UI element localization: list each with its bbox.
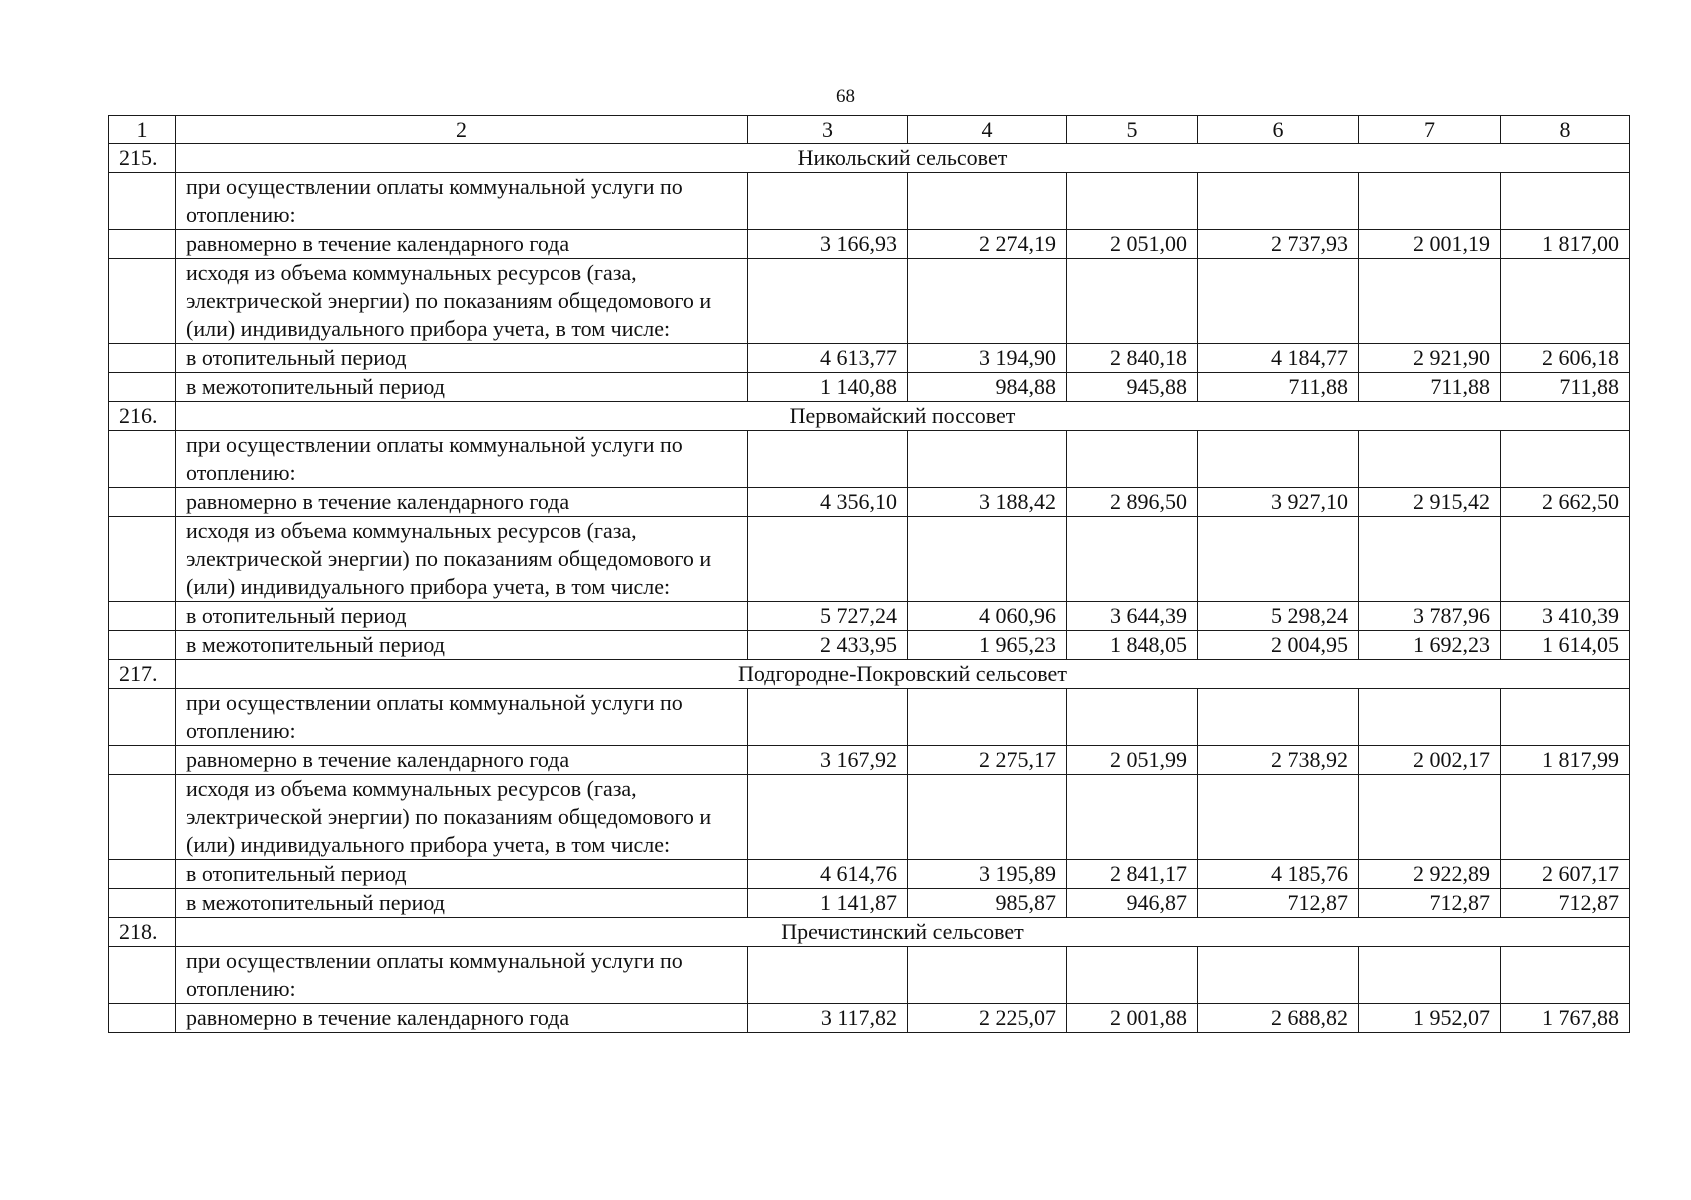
row-index-cell	[109, 631, 176, 660]
value-cell: 711,88	[1359, 373, 1501, 402]
value-cell	[1198, 173, 1359, 230]
row-label: в отопительный период	[176, 602, 748, 631]
row-label: исходя из объема коммунальных ресурсов (газа, электрической энергии) по показаниям общедомового и (или) индивидуального прибора учета, в том числе:	[176, 775, 748, 860]
value-cell	[1198, 517, 1359, 602]
column-header: 3	[748, 116, 908, 144]
table-row	[109, 1004, 1630, 1033]
value-cell: 3 927,10	[1198, 488, 1359, 517]
column-header: 7	[1359, 116, 1501, 144]
value-cell: 2 051,00	[1067, 230, 1198, 259]
value-cell: 3 410,39	[1501, 602, 1630, 631]
section-number: 216.	[109, 402, 176, 431]
value-cell: 1 767,88	[1501, 1004, 1630, 1033]
row-label: в межотопительный период	[176, 631, 748, 660]
value-cell: 3 117,82	[748, 1004, 908, 1033]
section-number: 218.	[109, 918, 176, 947]
value-cell: 5 298,24	[1198, 602, 1359, 631]
section-header-row	[109, 402, 1630, 431]
value-cell: 4 185,76	[1198, 860, 1359, 889]
value-cell	[1198, 947, 1359, 1004]
value-cell	[748, 517, 908, 602]
value-cell	[1501, 689, 1630, 746]
section-name: Первомайский поссовет	[176, 402, 1630, 431]
row-index-cell	[109, 230, 176, 259]
value-cell: 4 356,10	[748, 488, 908, 517]
value-cell	[748, 689, 908, 746]
value-cell	[1501, 259, 1630, 344]
value-cell: 2 001,19	[1359, 230, 1501, 259]
row-label: при осуществлении оплаты коммунальной услуги по отоплению:	[176, 689, 748, 746]
value-cell: 3 644,39	[1067, 602, 1198, 631]
row-index-cell	[109, 517, 176, 602]
value-cell	[1067, 517, 1198, 602]
table-body	[109, 116, 1630, 1033]
row-index-cell	[109, 431, 176, 488]
row-label: в отопительный период	[176, 344, 748, 373]
value-cell: 1 965,23	[908, 631, 1067, 660]
value-cell: 5 727,24	[748, 602, 908, 631]
value-cell: 3 167,92	[748, 746, 908, 775]
table-row	[109, 775, 1630, 860]
section-name: Подгородне-Покровский сельсовет	[176, 660, 1630, 689]
value-cell	[1501, 431, 1630, 488]
value-cell: 2 274,19	[908, 230, 1067, 259]
value-cell: 3 194,90	[908, 344, 1067, 373]
table-row	[109, 860, 1630, 889]
value-cell: 2 051,99	[1067, 746, 1198, 775]
value-cell: 2 002,17	[1359, 746, 1501, 775]
row-index-cell	[109, 746, 176, 775]
row-index-cell	[109, 1004, 176, 1033]
table-row	[109, 689, 1630, 746]
value-cell: 711,88	[1198, 373, 1359, 402]
value-cell: 2 841,17	[1067, 860, 1198, 889]
value-cell	[1359, 431, 1501, 488]
value-cell	[1501, 947, 1630, 1004]
table-row	[109, 373, 1630, 402]
table-row	[109, 344, 1630, 373]
row-index-cell	[109, 488, 176, 517]
value-cell	[1198, 259, 1359, 344]
value-cell	[908, 173, 1067, 230]
value-cell: 1 952,07	[1359, 1004, 1501, 1033]
value-cell: 712,87	[1501, 889, 1630, 918]
value-cell	[1198, 431, 1359, 488]
row-index-cell	[109, 173, 176, 230]
value-cell	[1198, 689, 1359, 746]
column-header: 5	[1067, 116, 1198, 144]
value-cell: 4 060,96	[908, 602, 1067, 631]
value-cell: 3 188,42	[908, 488, 1067, 517]
value-cell: 2 840,18	[1067, 344, 1198, 373]
value-cell	[1501, 775, 1630, 860]
value-cell	[908, 775, 1067, 860]
value-cell: 2 921,90	[1359, 344, 1501, 373]
row-index-cell	[109, 860, 176, 889]
table-row	[109, 431, 1630, 488]
section-header-row	[109, 660, 1630, 689]
column-header: 8	[1501, 116, 1630, 144]
row-label: равномерно в течение календарного года	[176, 1004, 748, 1033]
value-cell: 1 817,00	[1501, 230, 1630, 259]
value-cell: 1 140,88	[748, 373, 908, 402]
value-cell: 3 787,96	[1359, 602, 1501, 631]
row-index-cell	[109, 259, 176, 344]
value-cell	[1067, 689, 1198, 746]
section-header-row	[109, 918, 1630, 947]
column-header: 4	[908, 116, 1067, 144]
page-number: 68	[836, 86, 855, 107]
value-cell	[1067, 775, 1198, 860]
value-cell	[748, 775, 908, 860]
value-cell	[1359, 947, 1501, 1004]
value-cell	[1501, 517, 1630, 602]
table-row	[109, 746, 1630, 775]
value-cell: 2 433,95	[748, 631, 908, 660]
value-cell	[1198, 775, 1359, 860]
column-header: 6	[1198, 116, 1359, 144]
table-row	[109, 947, 1630, 1004]
value-cell: 4 613,77	[748, 344, 908, 373]
value-cell: 1 692,23	[1359, 631, 1501, 660]
value-cell	[908, 517, 1067, 602]
table-row	[109, 517, 1630, 602]
value-cell: 1 141,87	[748, 889, 908, 918]
value-cell	[908, 259, 1067, 344]
section-number: 217.	[109, 660, 176, 689]
table-row	[109, 631, 1630, 660]
column-header-row	[109, 116, 1630, 144]
value-cell: 4 614,76	[748, 860, 908, 889]
row-label: в межотопительный период	[176, 889, 748, 918]
value-cell	[908, 431, 1067, 488]
value-cell	[748, 173, 908, 230]
value-cell: 2 915,42	[1359, 488, 1501, 517]
value-cell	[908, 689, 1067, 746]
section-number: 215.	[109, 144, 176, 173]
value-cell: 945,88	[1067, 373, 1198, 402]
row-index-cell	[109, 373, 176, 402]
value-cell	[1359, 689, 1501, 746]
value-cell: 984,88	[908, 373, 1067, 402]
section-header-row	[109, 144, 1630, 173]
value-cell	[908, 947, 1067, 1004]
table-row	[109, 259, 1630, 344]
row-label: при осуществлении оплаты коммунальной услуги по отоплению:	[176, 947, 748, 1004]
value-cell	[1359, 775, 1501, 860]
value-cell: 2 737,93	[1198, 230, 1359, 259]
table-row	[109, 889, 1630, 918]
row-label: исходя из объема коммунальных ресурсов (газа, электрической энергии) по показаниям общедомового и (или) индивидуального прибора учета, в том числе:	[176, 259, 748, 344]
value-cell: 2 922,89	[1359, 860, 1501, 889]
column-header: 1	[109, 116, 176, 144]
value-cell: 985,87	[908, 889, 1067, 918]
value-cell: 2 662,50	[1501, 488, 1630, 517]
value-cell	[1067, 259, 1198, 344]
row-index-cell	[109, 947, 176, 1004]
value-cell: 712,87	[1198, 889, 1359, 918]
table-row	[109, 230, 1630, 259]
row-label: равномерно в течение календарного года	[176, 746, 748, 775]
row-label: в межотопительный период	[176, 373, 748, 402]
value-cell	[1359, 259, 1501, 344]
value-cell: 2 606,18	[1501, 344, 1630, 373]
row-index-cell	[109, 775, 176, 860]
row-label: исходя из объема коммунальных ресурсов (газа, электрической энергии) по показаниям общедомового и (или) индивидуального прибора учета, в том числе:	[176, 517, 748, 602]
value-cell: 1 817,99	[1501, 746, 1630, 775]
value-cell: 4 184,77	[1198, 344, 1359, 373]
value-cell	[1359, 517, 1501, 602]
value-cell: 2 896,50	[1067, 488, 1198, 517]
value-cell: 711,88	[1501, 373, 1630, 402]
section-name: Пречистинский сельсовет	[176, 918, 1630, 947]
value-cell: 2 688,82	[1198, 1004, 1359, 1033]
value-cell	[1067, 947, 1198, 1004]
value-cell	[1359, 173, 1501, 230]
value-cell: 1 614,05	[1501, 631, 1630, 660]
value-cell: 2 738,92	[1198, 746, 1359, 775]
value-cell	[1067, 173, 1198, 230]
tariff-table	[108, 115, 1630, 1033]
value-cell: 712,87	[1359, 889, 1501, 918]
row-label: при осуществлении оплаты коммунальной услуги по отоплению:	[176, 173, 748, 230]
value-cell: 2 275,17	[908, 746, 1067, 775]
row-index-cell	[109, 602, 176, 631]
row-index-cell	[109, 344, 176, 373]
column-header: 2	[176, 116, 748, 144]
value-cell: 2 225,07	[908, 1004, 1067, 1033]
value-cell	[1067, 431, 1198, 488]
section-name: Никольский сельсовет	[176, 144, 1630, 173]
table-row	[109, 488, 1630, 517]
table-row	[109, 602, 1630, 631]
row-label: равномерно в течение календарного года	[176, 488, 748, 517]
value-cell: 2 607,17	[1501, 860, 1630, 889]
table-row	[109, 173, 1630, 230]
value-cell	[748, 259, 908, 344]
value-cell: 946,87	[1067, 889, 1198, 918]
value-cell: 2 004,95	[1198, 631, 1359, 660]
row-index-cell	[109, 889, 176, 918]
row-label: при осуществлении оплаты коммунальной услуги по отоплению:	[176, 431, 748, 488]
row-label: в отопительный период	[176, 860, 748, 889]
row-index-cell	[109, 689, 176, 746]
value-cell	[748, 947, 908, 1004]
value-cell	[1501, 173, 1630, 230]
value-cell: 3 166,93	[748, 230, 908, 259]
value-cell: 2 001,88	[1067, 1004, 1198, 1033]
value-cell: 1 848,05	[1067, 631, 1198, 660]
value-cell: 3 195,89	[908, 860, 1067, 889]
value-cell	[748, 431, 908, 488]
row-label: равномерно в течение календарного года	[176, 230, 748, 259]
